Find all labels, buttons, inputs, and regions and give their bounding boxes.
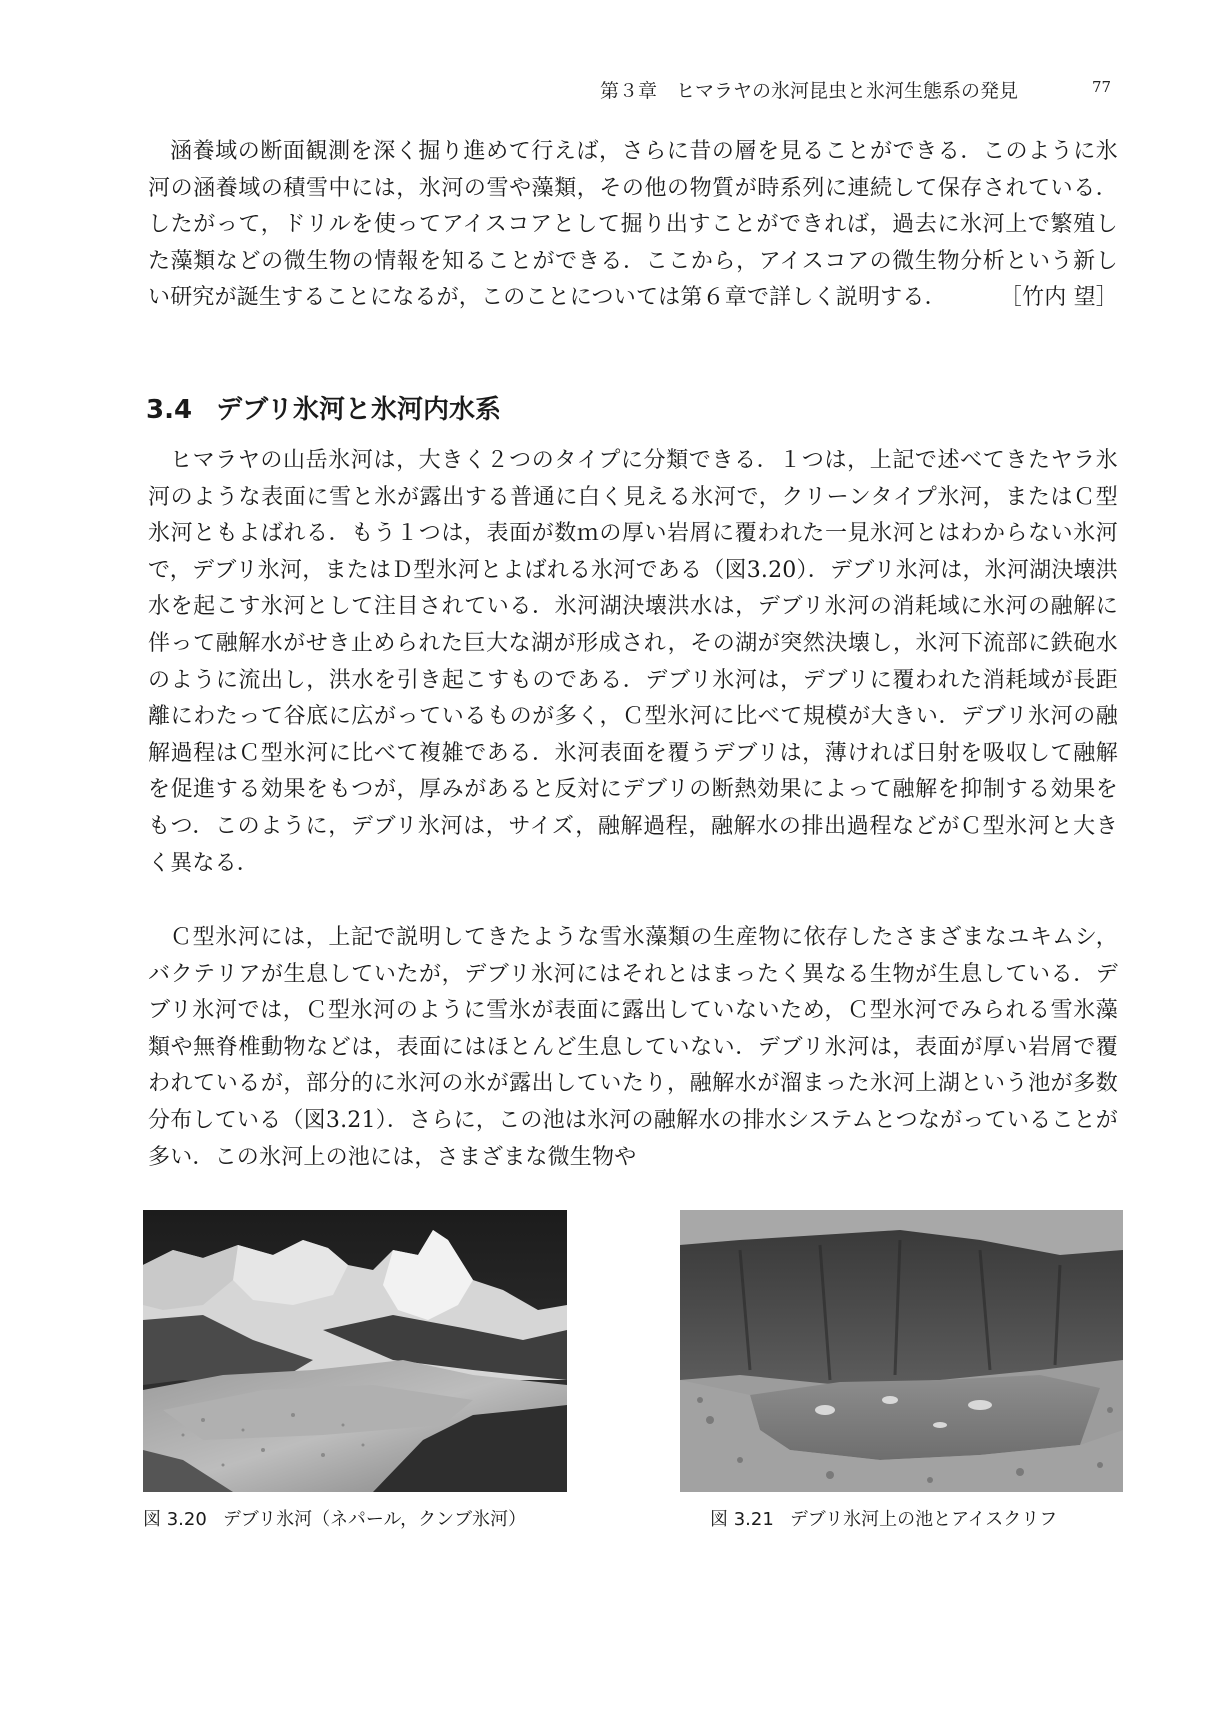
debris-glacier-photo [143,1210,567,1492]
section-number: 3.4 [146,395,193,425]
figure-label: 図 3.21 [710,1509,774,1530]
figure-3-20-caption [143,1505,526,1531]
section-title: デブリ氷河と氷河内水系 [216,395,502,425]
author-signature: ［竹内 望］ [999,285,1118,311]
paragraph-2: ヒマラヤの山岳氷河は，大きく２つのタイプに分類できる．１つは，上記で述べてきたヤラ氷河のような表面に雪と氷が露出する普通に白く見える氷河で，クリーンタイプ氷河，またはＣ型氷河ともよばれる．もう１つは，表面が数ｍの厚い岩屑に覆われた一見氷河とはわからない氷河で，デブリ氷河，またはＤ型氷河とよばれる氷河である（図3.20）．デブリ氷河は，氷河湖決壊洪水を起こす氷河として注目されている．氷河湖決壊洪水は，デブリ氷河の消耗域に氷河の融解に伴って融解水がせき止められた巨大な湖が形成され，その湖が突然決壊し，氷河下流部に鉄砲水のように流出し，洪水を引き起こすものである．デブリ氷河は，デブリに覆われた消耗域が長距離にわたって谷底に広がっているものが多く，Ｃ型氷河に比べて規模が大きい．デブリ氷河の融解過程はＣ型氷河に比べて複雑である．氷河表面を覆うデブリは，薄ければ日射を吸収して融解を促進する効果をもつが，厚みがあると反対にデブリの断熱効果によって融解を抑制する効果をもつ．このように，デブリ氷河は，サイズ，融解過程，融解水の排出過程などがＣ型氷河と大きく異なる． [148,448,1118,876]
paragraph-3: Ｃ型氷河には，上記で説明してきたような雪氷藻類の生産物に依存したさまざまなユキムシ，バクテリアが生息していたが，デブリ氷河にはそれとはまったく異なる生物が生息している．デブリ氷河では，Ｃ型氷河のように雪氷が表面に露出していないため，Ｃ型氷河でみられる雪氷藻類や無脊椎動物などは，表面にはほとんど生息していない．デブリ氷河は，表面が厚い岩屑で覆われているが，部分的に氷河の氷が露出していたり，融解水が溜まった氷河上湖という池が多数分布している（図3.21）．さらに，この池は氷河の融解水の排水システムとつながっていることが多い．この氷河上の池には，さまざまな微生物や [148,925,1118,1170]
figure-label: 図 3.20 [143,1509,207,1530]
section-heading [146,389,501,426]
figure-3-21-caption [710,1505,1057,1531]
figure-3-20 [143,1210,567,1530]
figure-caption-text: デブリ氷河上の池とアイスクリフ [789,1509,1058,1530]
page-header [0,76,1207,106]
figure-3-21 [680,1210,1123,1530]
paragraph-1 [148,134,1118,317]
running-head: 第３章 ヒマラヤの氷河昆虫と氷河生態系の発見 [600,80,1019,102]
page-number: 77 [1092,78,1112,96]
figure-caption-text: デブリ氷河（ネパール，クンブ氷河） [222,1509,527,1530]
paragraph-1-text: 涵養域の断面観測を深く掘り進めて行えば，さらに昔の層を見ることができる．このように氷河の涵養域の積雪中には，氷河の雪や藻類，その他の物質が時系列に連続して保存されている．したがって，ドリルを使ってアイスコアとして掘り出すことができれば，過去に氷河上で繁殖した藻類などの微生物の情報を知ることができる．ここから，アイスコアの微生物分析という新しい研究が誕生することになるが，このことについては第６章で詳しく説明する． [148,139,1118,311]
pond-ice-cliff-photo [680,1210,1123,1492]
